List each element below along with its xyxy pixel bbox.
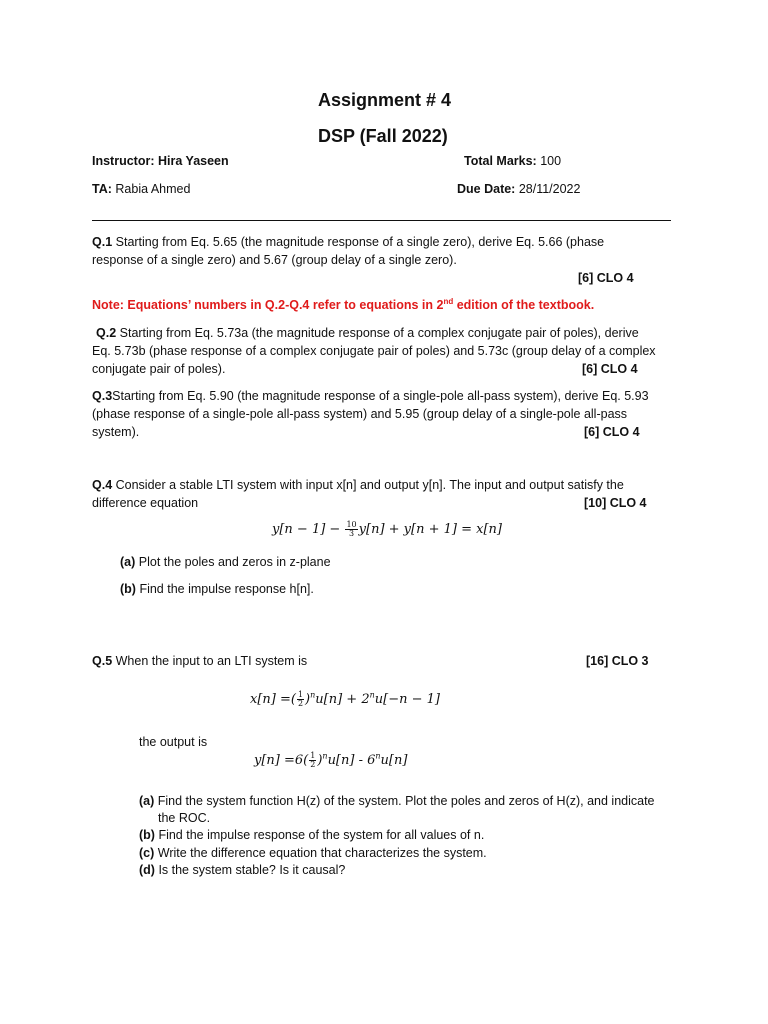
- q4-line2: difference equation: [92, 496, 199, 510]
- q2-number: Q.2: [96, 326, 117, 340]
- equation-note: Note: Equations’ numbers in Q.2-Q.4 refer to equations in 2nd edition of the textbook.: [92, 296, 595, 312]
- q5-part-c: (c) Write the difference equation that characterizes the system.: [139, 846, 487, 860]
- q3-number: Q.3: [92, 389, 113, 403]
- q5-part-b: (b) Find the impulse response of the system for all values of n.: [139, 828, 485, 842]
- assignment-title: Assignment # 4: [318, 90, 452, 110]
- q5-part-a-cont: the ROC.: [158, 811, 211, 825]
- q1-line1: Q.1 Starting from Eq. 5.65 (the magnitude response of a single zero), derive Eq. 5.66 (phase: [92, 235, 605, 249]
- q2-line2: Eq. 5.73b (phase response of a complex conjugate pair of poles) and 5.73c (group delay of a complex: [92, 344, 656, 358]
- q2-line3: conjugate pair of poles).: [92, 362, 226, 376]
- header-divider: [92, 220, 671, 221]
- q4-fraction: $\frac{10}{3}$: [346, 520, 357, 538]
- q4-part-b: (b) Find the impulse response h[n].: [120, 582, 314, 596]
- q4-difference-equation: y[n − 1] − $\frac{10}{3}$ y[n] + y[n + 1] = x[n]: [272, 520, 502, 538]
- q5-output-label: the output is: [139, 735, 208, 749]
- q5-part-d: (d) Is the system stable? Is it causal?: [139, 863, 346, 877]
- q3-line1: Q.3Starting from Eq. 5.90 (the magnitude response of a single-pole all-pass system), derive Eq. 5.93: [92, 389, 649, 403]
- course-title: DSP (Fall 2022): [318, 126, 448, 146]
- q3-marks: [6] CLO 4: [584, 425, 640, 439]
- q3-line2: (phase response of a single-pole all-pass system) and 5.95 (group delay of a single-pole all-pass: [92, 407, 628, 421]
- q5-part-a: (a) Find the system function H(z) of the system. Plot the poles and zeros of H(z), and indicate: [139, 794, 655, 808]
- ta-line: [92, 180, 190, 199]
- q5-number: Q.5: [92, 654, 113, 668]
- q2-marks: [6] CLO 4: [582, 362, 638, 376]
- q5-line1: Q.5 When the input to an LTI system is: [92, 654, 308, 668]
- due-date-line: [457, 180, 580, 199]
- ta-label: TA:: [92, 182, 112, 196]
- q1-line2: response of a single zero) and 5.67 (group delay of a single zero).: [92, 253, 457, 267]
- q5-marks: [16] CLO 3: [586, 654, 649, 668]
- due-date-value: 28/11/2022: [518, 182, 581, 196]
- due-date-label: Due Date:: [457, 182, 516, 196]
- total-marks-value: 100: [540, 154, 562, 168]
- q2-line1: Q.2 Starting from Eq. 5.73a (the magnitude response of a complex conjugate pair of poles), derive: [96, 326, 639, 340]
- instructor-name: Hira Yaseen: [157, 154, 229, 168]
- q4-number: Q.4: [92, 478, 113, 492]
- q5-output-equation: y[n] =6( $\frac{1}{2}$ )$^n$u[n] - 6$^n$u[n]: [254, 751, 408, 769]
- q4-marks: [10] CLO 4: [584, 496, 647, 510]
- total-marks-label: Total Marks:: [464, 154, 537, 168]
- total-marks-line: [464, 152, 561, 171]
- instructor-label: Instructor:: [92, 154, 155, 168]
- ta-name: Rabia Ahmed: [115, 182, 191, 196]
- q4-line1: Q.4 Consider a stable LTI system with input x[n] and output y[n]. The input and output satisfy the: [92, 478, 624, 492]
- instructor-line: [92, 152, 229, 171]
- q3-line3: system).: [92, 425, 140, 439]
- q1-marks: [6] CLO 4: [578, 271, 634, 285]
- q5-input-equation: x[n] =( $\frac{1}{2}$ )$^nu[n] + 2^nu[-n - 1]$: [250, 690, 440, 708]
- q1-number: Q.1: [92, 235, 113, 249]
- q4-part-a: (a) Plot the poles and zeros in z-plane: [120, 555, 331, 569]
